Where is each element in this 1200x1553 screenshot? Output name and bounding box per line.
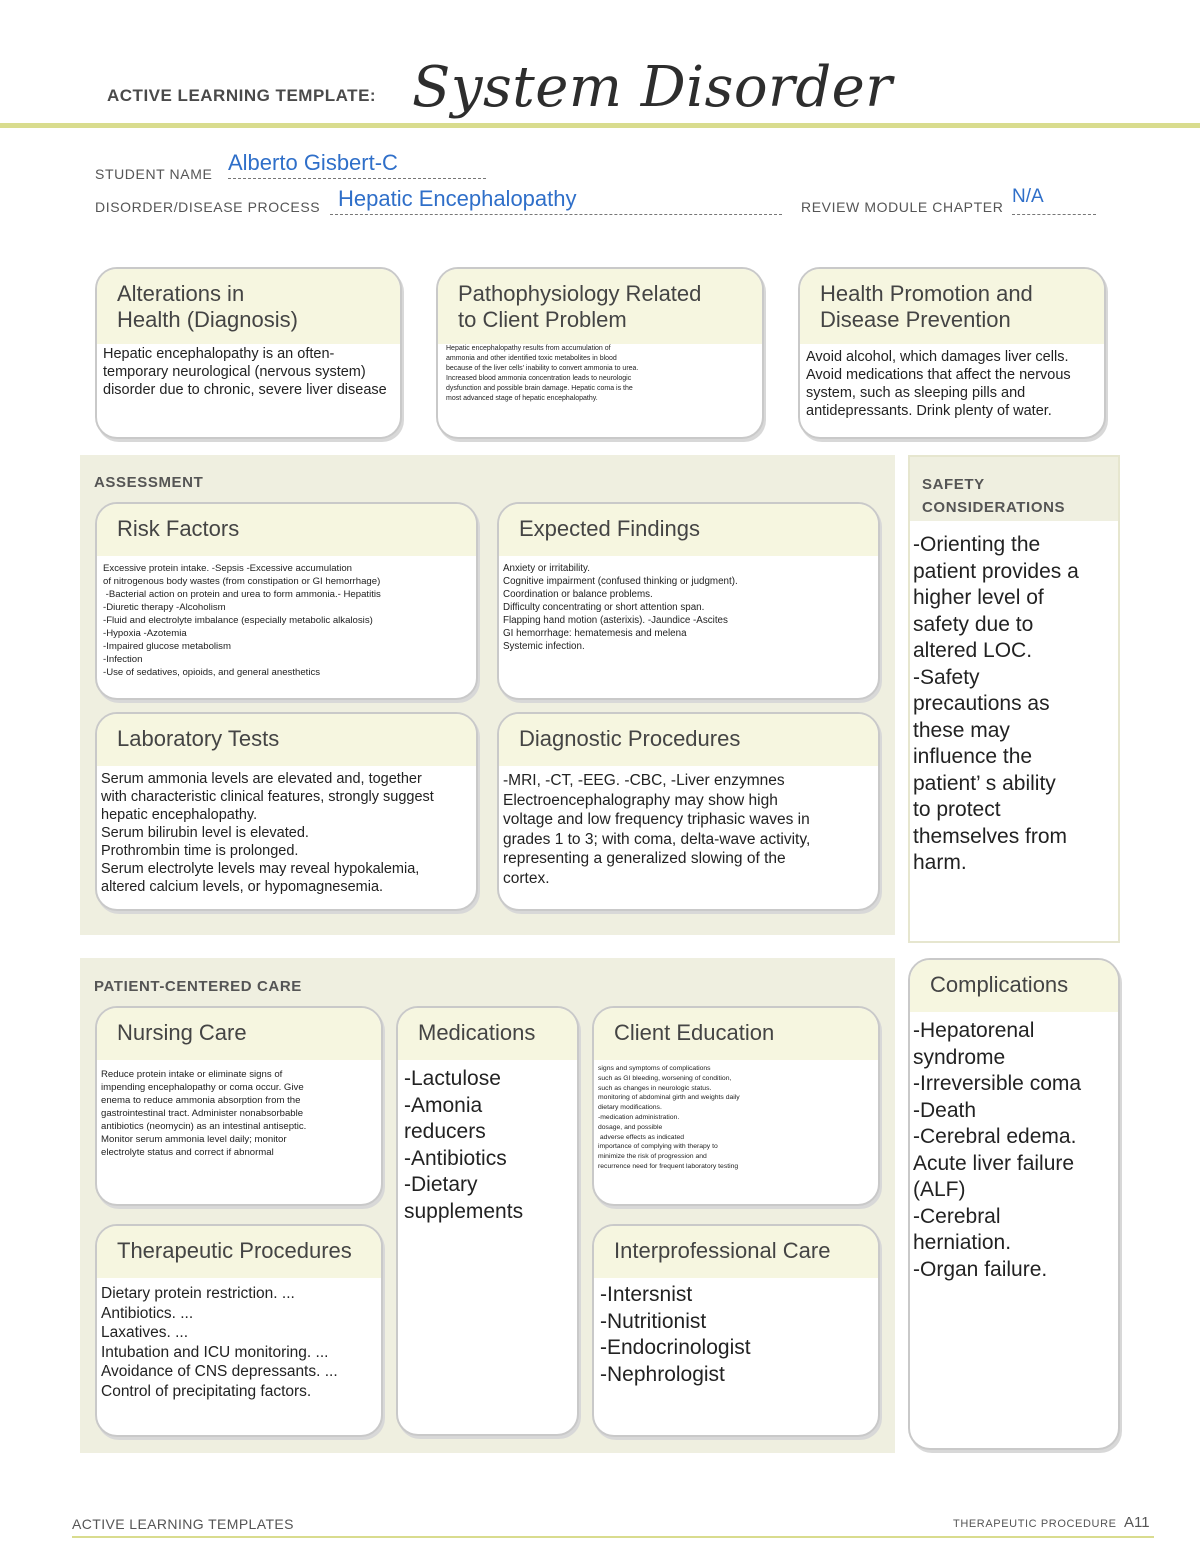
safety-line: to protect: [913, 798, 1001, 821]
complication-line: Acute liver failure: [913, 1151, 1075, 1175]
therapeutic-line: Intubation and ICU monitoring. ...: [101, 1343, 329, 1361]
risk-line: of nitrogenous body wastes (from constipation or GI hemorrhage): [103, 576, 381, 587]
card-expected-findings: [497, 502, 880, 700]
safety-title-1: SAFETY: [922, 476, 985, 493]
safety-line: altered LOC.: [913, 639, 1033, 662]
card-risk-factors: [95, 502, 478, 700]
diagnostic-line: Electroencephalography may show high: [503, 791, 778, 809]
education-line: -medication administration.: [598, 1113, 680, 1121]
finding-line: Difficulty concentrating or short attention span.: [503, 602, 705, 613]
diagnostic-line: grades 1 to 3; with coma, delta-wave activity,: [503, 830, 811, 848]
lab-line: Serum ammonia levels are elevated and, together: [101, 771, 422, 787]
safety-title: [922, 473, 1065, 519]
card-therapeutic-procedures-title: Therapeutic Procedures: [97, 1226, 381, 1278]
chapter-label: REVIEW MODULE CHAPTER: [801, 199, 1004, 215]
risk-line: Excessive protein intake. -Sepsis -Excessive accumulation: [103, 563, 353, 574]
safety-line: precautions as: [913, 692, 1050, 715]
medication-line: -Antibiotics: [404, 1146, 507, 1170]
education-line: such as GI bleeding, worsening of condition,: [598, 1074, 732, 1082]
safety-line: -Safety: [913, 665, 980, 689]
lab-line: altered calcium levels, or hypomagnesemia.: [101, 879, 384, 895]
card-pathophysiology-title-2: to Client Problem: [458, 307, 627, 332]
safety-line: higher level of: [913, 586, 1044, 609]
complication-line: -Death: [913, 1098, 977, 1122]
card-diagnostic-procedures-title: Diagnostic Procedures: [499, 714, 878, 766]
card-health-promotion: [798, 267, 1106, 439]
diagnostic-line: -MRI, -CT, -EEG. -CBC, -Liver enzymnes: [503, 772, 785, 789]
finding-line: Cognitive impairment (confused thinking or judgment).: [503, 576, 738, 587]
card-complications-title: Complications: [910, 960, 1118, 1012]
finding-line: Coordination or balance problems.: [503, 589, 653, 600]
card-medications-title: Medications: [398, 1008, 577, 1060]
complication-line: syndrome: [913, 1045, 1006, 1069]
card-interprofessional-care-title: Interprofessional Care: [594, 1226, 878, 1278]
risk-line: -Hypoxia -Azotemia: [103, 628, 187, 639]
safety-line: patient’ s ability: [913, 771, 1056, 795]
complication-line: (ALF): [913, 1178, 966, 1201]
nursing-line: impending encephalopathy or coma occur. Give: [101, 1082, 304, 1093]
disorder-label: DISORDER/DISEASE PROCESS: [95, 199, 321, 215]
card-complications: [908, 958, 1120, 1450]
medication-line: supplements: [404, 1199, 524, 1223]
card-alterations-title-1: Alterations in: [117, 281, 245, 306]
card-client-education: [592, 1006, 880, 1206]
patho-line: most advanced stage of hepatic encephalopathy.: [446, 395, 598, 402]
education-line: signs and symptoms of complications: [598, 1065, 711, 1072]
safety-line: influence the: [913, 745, 1033, 768]
diagnostic-line: voltage and low frequency triphasic waves in: [503, 811, 810, 828]
footer-divider: [72, 1536, 1154, 1538]
card-alterations-title-2: Health (Diagnosis): [117, 307, 298, 332]
card-medications: [396, 1006, 579, 1436]
lab-line: with characteristic clinical features, strongly suggest: [101, 789, 434, 805]
card-health-promotion-header: [800, 269, 1104, 344]
assessment-title: ASSESSMENT: [94, 474, 204, 491]
safety-line: patient provides a: [913, 559, 1079, 583]
education-line: dosage, and possible: [598, 1123, 663, 1131]
medication-line: -Lactulose: [404, 1067, 501, 1090]
complication-line: herniation.: [913, 1231, 1012, 1254]
risk-line: -Infection: [103, 654, 143, 665]
card-nursing-care-title: Nursing Care: [97, 1008, 381, 1060]
card-nursing-care: [95, 1006, 383, 1206]
card-laboratory-tests-title: Laboratory Tests: [97, 714, 476, 766]
risk-line: -Fluid and electrolyte imbalance (especially metabolic alkalosis): [103, 615, 373, 626]
card-interprofessional-care-text: [594, 1278, 878, 1392]
nursing-line: enema to reduce ammonia absorption from the: [101, 1095, 301, 1106]
patho-line: Increased blood ammonia concentration leads to neurologic: [446, 375, 632, 382]
card-alterations: [95, 267, 402, 439]
risk-line: -Use of sedatives, opioids, and general anesthetics: [103, 667, 321, 678]
card-expected-findings-text: [499, 556, 878, 659]
interprofessional-line: -Nutritionist: [600, 1309, 707, 1333]
lab-line: Prothrombin time is prolonged.: [101, 843, 299, 859]
education-line: such as changes in neurologic status.: [598, 1084, 712, 1092]
medication-line: reducers: [404, 1120, 486, 1143]
education-line: dietary modifications.: [598, 1104, 662, 1112]
card-risk-factors-title: Risk Factors: [97, 504, 476, 556]
card-complications-text: [910, 1012, 1118, 1289]
risk-line: -Diuretic therapy -Alcoholism: [103, 602, 226, 613]
card-client-education-text: [594, 1060, 878, 1176]
complication-line: -Cerebral edema.: [913, 1125, 1077, 1148]
finding-line: GI hemorrhage: hematemesis and melena: [503, 628, 687, 639]
education-line: importance of complying with therapy to: [598, 1143, 718, 1151]
header-divider: [0, 123, 1200, 128]
interprofessional-line: -Intersnist: [600, 1283, 693, 1306]
education-line: monitoring of abdominal girth and weights daily: [598, 1094, 740, 1102]
patient-care-title: PATIENT-CENTERED CARE: [94, 978, 302, 995]
education-line: minimize the risk of progression and: [598, 1153, 707, 1161]
complication-line: -Cerebral: [913, 1204, 1001, 1228]
therapeutic-line: Laxatives. ...: [101, 1324, 189, 1341]
safety-line: -Orienting the: [913, 533, 1041, 556]
lab-line: hepatic encephalopathy.: [101, 807, 258, 823]
footer-page-number: A11: [1124, 1514, 1150, 1531]
card-interprofessional-care: [592, 1224, 880, 1437]
card-diagnostic-procedures-text: [499, 766, 878, 893]
card-pathophysiology-title-1: Pathophysiology Related: [458, 281, 702, 306]
therapeutic-line: Dietary protein restriction. ...: [101, 1285, 295, 1302]
therapeutic-line: Antibiotics. ...: [101, 1304, 194, 1322]
safety-line: safety due to: [913, 612, 1034, 636]
nursing-line: Reduce protein intake or eliminate signs of: [101, 1069, 283, 1080]
disorder-value: Hepatic Encephalopathy: [338, 186, 577, 211]
lab-line: Serum electrolyte levels may reveal hypokalemia,: [101, 861, 420, 877]
therapeutic-line: Control of precipitating factors.: [101, 1382, 312, 1400]
finding-line: Flapping hand motion (asterixis). -Jaundice -Ascites: [503, 615, 728, 626]
patho-line: Hepatic encephalopathy results from accumulation of: [446, 345, 611, 352]
interprofessional-line: -Nephrologist: [600, 1362, 725, 1386]
card-alterations-text: Hepatic encephalopathy is an often-temporary neurological (nervous system) disorder due to chronic, severe liver disease: [103, 346, 387, 398]
finding-line: Systemic infection.: [503, 641, 585, 652]
education-line: adverse effects as indicated: [598, 1133, 685, 1141]
nursing-line: antibiotics (neomycin) as an intestinal antiseptic.: [101, 1121, 307, 1132]
card-client-education-title: Client Education: [594, 1008, 878, 1060]
complication-line: -Organ failure.: [913, 1257, 1048, 1281]
card-pathophysiology-text: [438, 344, 762, 404]
safety-line: harm.: [913, 851, 967, 874]
card-therapeutic-procedures: [95, 1224, 383, 1437]
nursing-line: electrolyte status and correct if abnormal: [101, 1147, 274, 1158]
footer-left: ACTIVE LEARNING TEMPLATES: [72, 1516, 294, 1532]
nursing-line: Monitor serum ammonia level daily; monitor: [101, 1134, 287, 1145]
safety-header: [910, 457, 1118, 521]
complication-line: -Irreversible coma: [913, 1072, 1082, 1095]
disorder-field[interactable]: [330, 186, 782, 215]
risk-line: -Impaired glucose metabolism: [103, 641, 231, 652]
chapter-field[interactable]: [1012, 186, 1096, 215]
patho-line: ammonia and other identified toxic metabolites in blood: [446, 355, 617, 362]
safety-title-2: CONSIDERATIONS: [922, 499, 1066, 516]
medication-line: -Dietary: [404, 1173, 478, 1196]
template-label: ACTIVE LEARNING TEMPLATE:: [107, 86, 377, 105]
card-pathophysiology: [436, 267, 764, 439]
risk-line: -Bacterial action on protein and urea to form ammonia.- Hepatitis: [103, 589, 381, 600]
interprofessional-line: -Endocrinologist: [600, 1336, 751, 1359]
card-health-promotion-title-2: Disease Prevention: [820, 307, 1011, 332]
safety-line: these may: [913, 718, 1010, 742]
nursing-line: gastrointestinal tract. Administer nonabsorbable: [101, 1108, 304, 1119]
safety-line: themselves from: [913, 824, 1068, 848]
template-title: System Disorder: [412, 55, 893, 120]
finding-line: Anxiety or irritability.: [503, 563, 590, 574]
patho-line: because of the liver cells' inability to convert ammonia to urea.: [446, 365, 639, 372]
lab-line: Serum bilirubin level is elevated.: [101, 825, 309, 841]
card-expected-findings-title: Expected Findings: [499, 504, 878, 556]
student-name-value: Alberto Gisbert-C: [228, 150, 398, 175]
diagnostic-line: representing a generalized slowing of the: [503, 850, 786, 867]
card-laboratory-tests: [95, 712, 478, 911]
card-laboratory-tests-text: [97, 766, 476, 900]
diagnostic-line: cortex.: [503, 869, 550, 887]
card-risk-factors-text: [97, 556, 476, 685]
chapter-value: N/A: [1012, 186, 1044, 207]
safety-text: [913, 532, 1113, 877]
student-name-field[interactable]: [228, 150, 486, 179]
patho-line: dysfunction and possible brain damage. Hepatic coma is the: [446, 385, 633, 392]
card-alterations-header: [97, 269, 400, 344]
card-pathophysiology-header: [438, 269, 762, 344]
card-diagnostic-procedures: [497, 712, 880, 911]
student-name-label: STUDENT NAME: [95, 166, 213, 182]
card-medications-text: [398, 1060, 577, 1231]
education-line: recurrence need for frequent laboratory testing: [598, 1162, 739, 1170]
medication-line: -Amonia: [404, 1093, 483, 1117]
card-nursing-care-text: [97, 1060, 381, 1167]
complication-line: -Hepatorenal: [913, 1019, 1035, 1042]
card-therapeutic-procedures-text: [97, 1278, 381, 1407]
card-health-promotion-text: Avoid alcohol, which damages liver cells. Avoid medications that affect the nervous system, such as sleeping pills and antidepressants. Drink plenty of water.: [806, 349, 1071, 419]
therapeutic-line: Avoidance of CNS depressants. ...: [101, 1363, 338, 1380]
footer-right: THERAPEUTIC PROCEDURE: [953, 1518, 1117, 1530]
card-health-promotion-title-1: Health Promotion and: [820, 281, 1033, 306]
